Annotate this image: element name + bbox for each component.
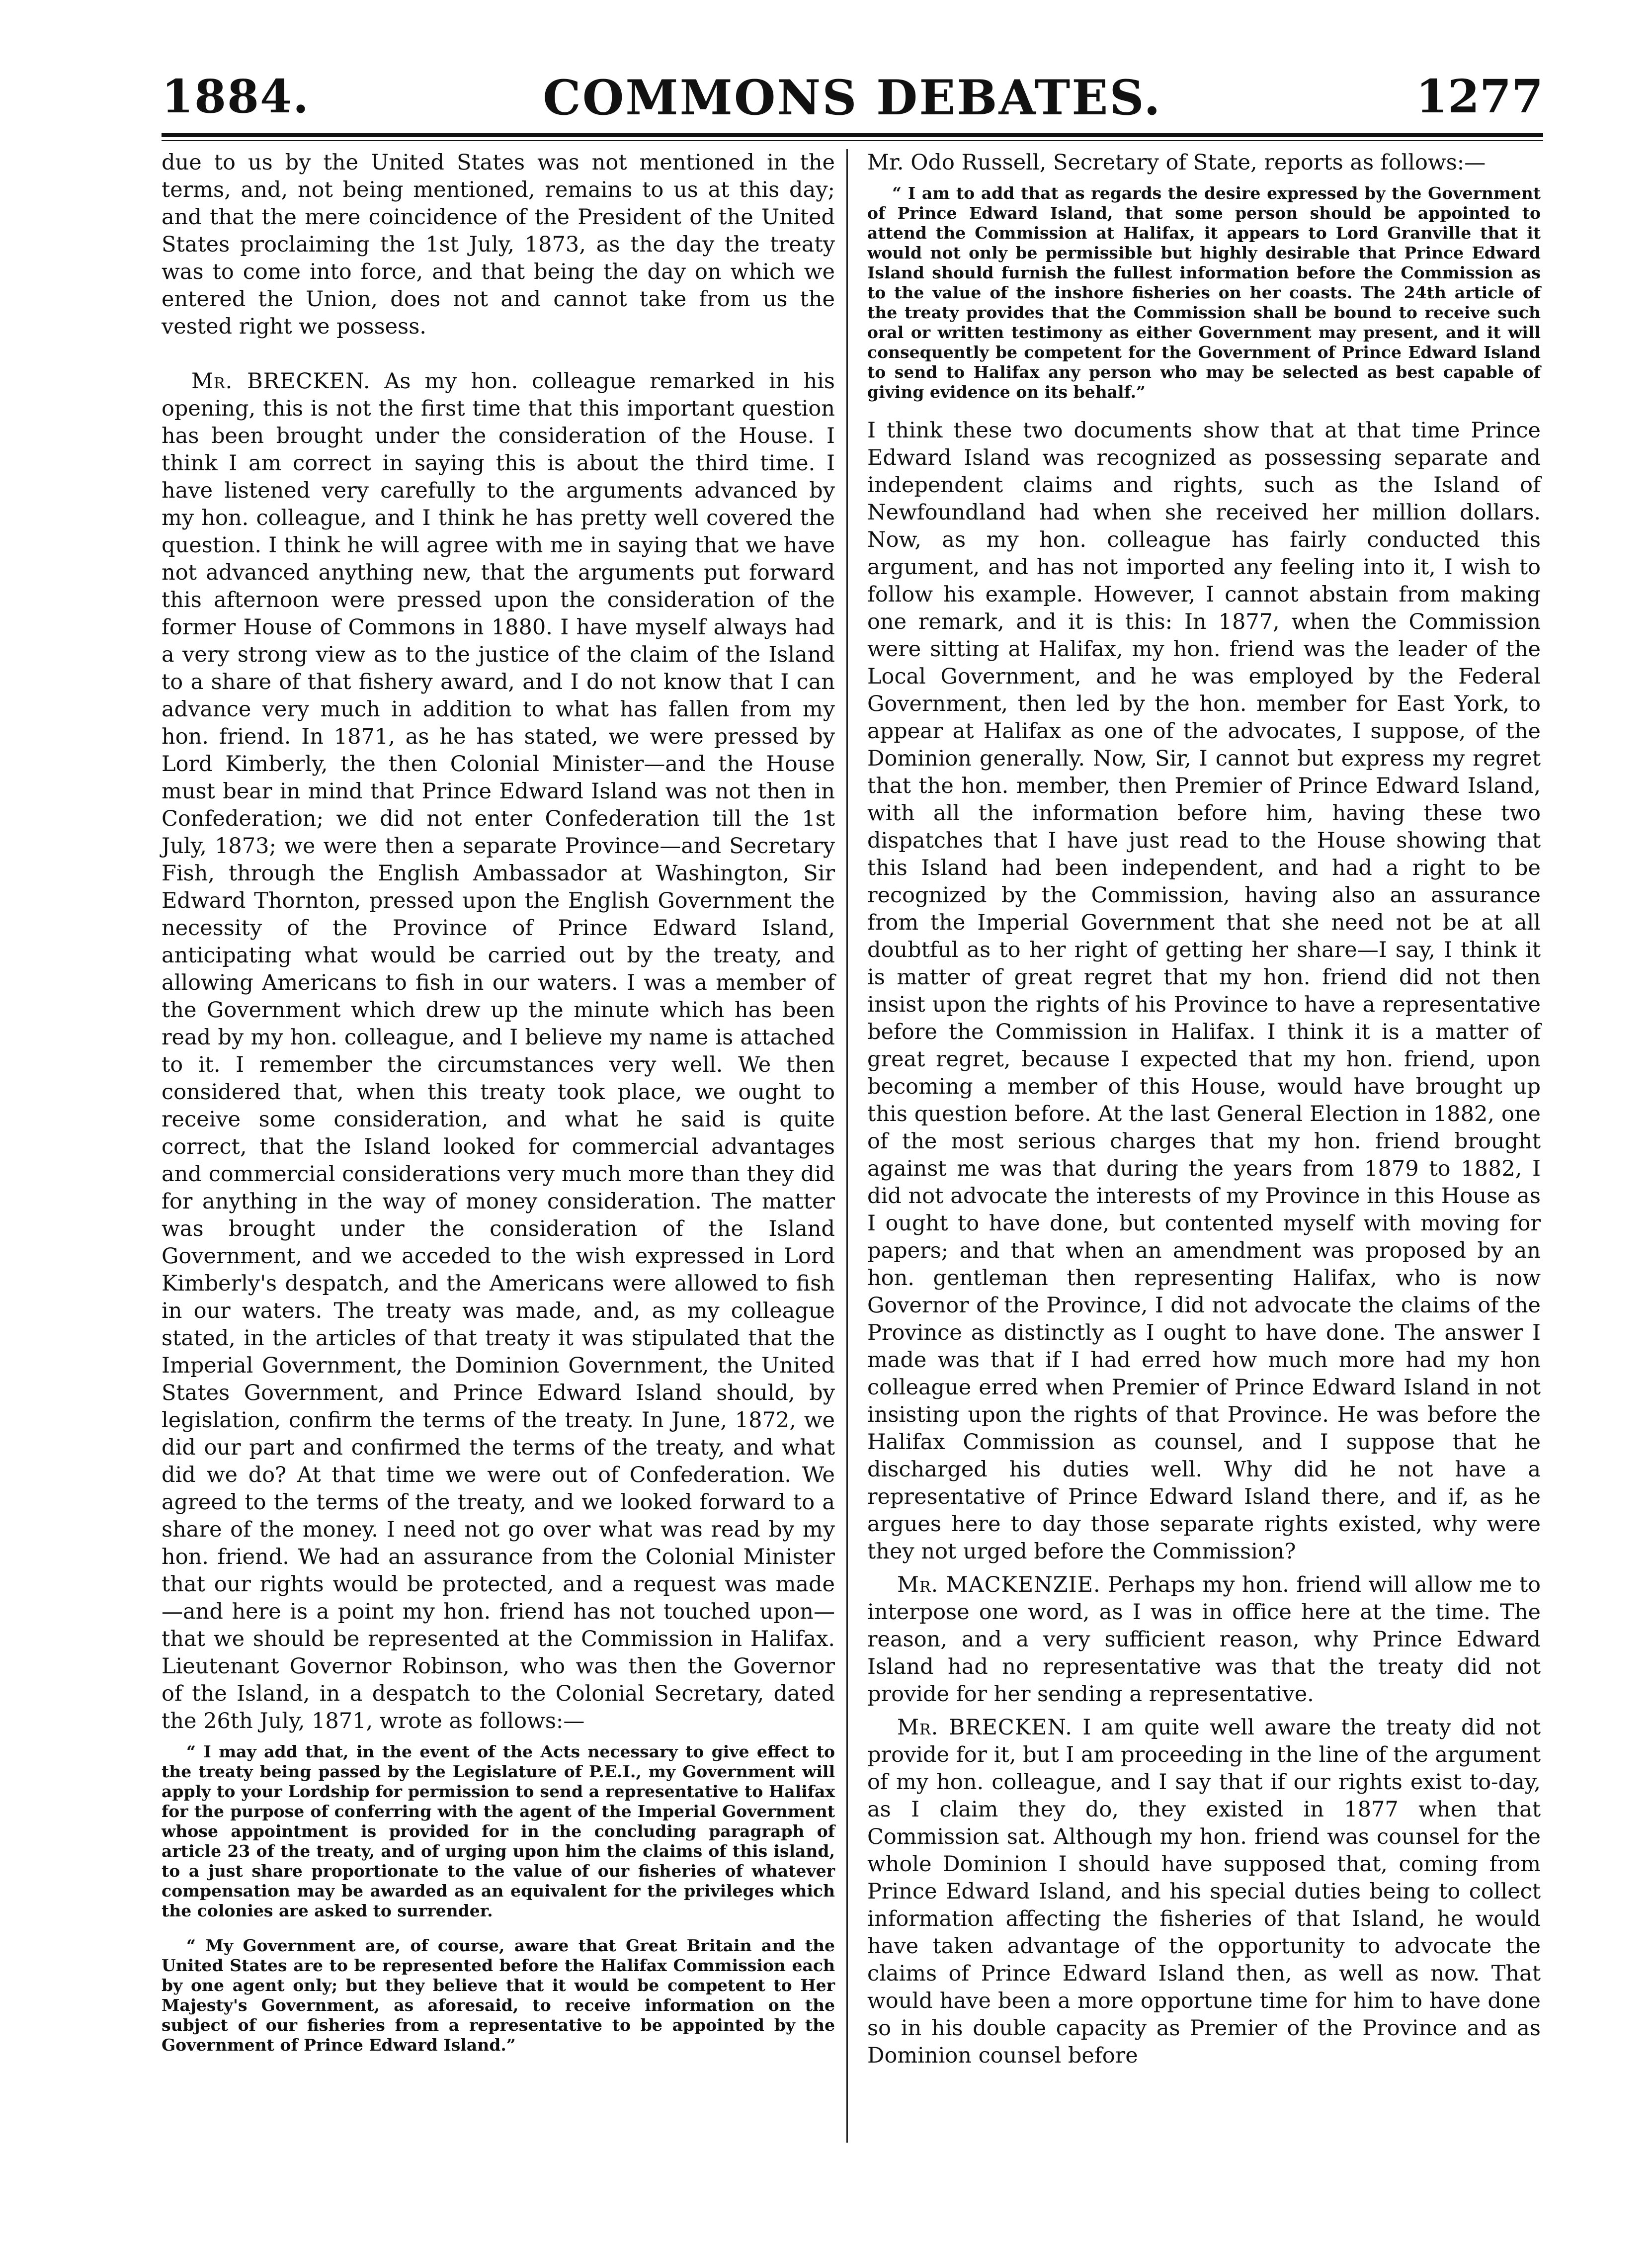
header-page-number: 1277 <box>1415 70 1543 123</box>
speaker-name: Mr. MACKENZIE. <box>897 1572 1101 1597</box>
right-column <box>867 149 1541 2076</box>
speaker-name: Mr. BRECKEN. <box>191 369 371 394</box>
speech-text: I am quite well aware the treaty did not provide for it, but I am proceeding in the line of the argument of my hon. colleague, and I say that if our rights exist to-day, as I claim they do, they existed in 1877 when that Commission sat. Although my hon. friend was counsel for the whole Dominion I should have supposed that, coming from Prince Edward Island, and his special duties being to collect information affecting the fisheries of that Island, he would have taken advantage of the opportunity to advocate the claims of Prince Edward Island then, as well as now. That would have been a more opportune time for him to have done so in his double capacity as Premier of the Province and as Dominion counsel before <box>867 1715 1541 2068</box>
left-paragraph-2 <box>162 368 835 1735</box>
right-paragraph-1: Mr. Odo Russell, Secretary of State, reports as follows:— <box>867 150 1486 175</box>
page-header <box>162 70 1543 129</box>
speech-text: Perhaps my hon. friend will allow me to interpose one word, as I was in office here at the time. The reason, and a very sufficient reason, why Prince Edward Island had no representative was that the treaty did not provide for her sending a representative. <box>867 1572 1541 1707</box>
speech-text: As my hon. colleague remarked in his opening, this is not the first time that this important question has been brought under the consideration of the House. I think I am correct in saying this is about the third time. I have listened very carefully to the arguments advanced by my hon. colleague, and I think he has pretty well covered the question. I think he will agree with me in saying that we have not advanced anything new, that the arguments put forward this afternoon were pressed upon the consideration of the former House of Commons in 1880. I have myself always had a very strong view as to the justice of the claim of the Island to a share of that fishery award, and I do not know that I can advance very much in addition to what has fallen from my hon. friend. In 1871, as he has stated, we were pressed by Lord Kimberly, the then Colonial Minister—and the House must bear in mind that Prince Edward Island was not then in Confederation; we did not enter Confederation till the 1st July, 1873; we were then a separate Province—and Secretary Fish, through the English Ambassador at Washington, Sir Edward Thornton, pressed upon the English Government the necessity of the Province of Prince Edward Island, anticipating what would be carried out by the treaty, and allowing Americans to fish in our waters. I was a member of the Government which drew up the minute which has been read by my hon. colleague, and I believe my name is attached to it. I remember the circumstances very well. We then considered that, when this treaty took place, we ought to receive some consideration, and what he said is quite correct, that the Island looked for commercial advantages and commercial considerations very much more than they did for anything in the way of money consideration. The matter was brought under the consideration of the Island Government, and we acceded to the wish expressed in Lord Kimberly's despatch, and the Americans were allowed to fish in our waters. The treaty was made, and, as my colleague stated, in the articles of that treaty it was stipulated that the Imperial Government, the Dominion Government, the United States Government, and Prince Edward Island should, by legislation, confirm the terms of the treaty. In June, 1872, we did our part and confirmed the terms of the treaty, and what did we do? At that time we were out of Confederation. We agreed to the terms of the treaty, and we looked forward to a share of the money. I need not go over what was read by my hon. friend. We had an assurance from the Colonial Minister that our rights would be protected, and a request was made—and here is a point my hon. friend has not touched upon—that we should be represented at the Commission in Halifax. Lieutenant Governor Robinson, who was then the Governor of the Island, in a despatch to the Colonial Secretary, dated the 26th July, 1871, wrote as follows:— <box>162 369 835 1733</box>
right-paragraph-3 <box>867 1571 1541 1708</box>
right-quote-1: “ I am to add that as regards the desire expressed by the Government of Prince Edward Island, that some person should be appointed to attend the Commission at Halifax, it appears to Lord Granville that it would not only be permissible but highly desirable that Prince Edward Island should furnish the fullest information before the Commission as to the value of the inshore fisheries on her coasts. The 24th article of the treaty provides that the Commission shall be bound to receive such oral or written testimony as either Government may present, and it will consequently be competent for the Government of Prince Edward Island to send to Halifax any person who may be selected as best capable of giving evidence on its behalf.” <box>867 183 1541 402</box>
right-paragraph-2: I think these two documents show that at that time Prince Edward Island was recognized as possessing separate and independent claims and rights, such as the Island of Newfoundland had when she received her million dollars. Now, as my hon. colleague has fairly conducted this argument, and has not imported any feeling into it, I wish to follow his example. However, I cannot abstain from making one remark, and it is this: In 1877, when the Commission were sitting at Halifax, my hon. friend was the leader of the Local Government, and he was employed by the Federal Government, then led by the hon. member for East York, to appear at Halifax as one of the advocates, I suppose, of the Dominion generally. Now, Sir, I cannot but express my regret that the hon. member, then Premier of Prince Edward Island, with all the information before him, having these two dispatches that I have just read to the House showing that this Island had been independent, and had a right to be recognized by the Commission, having also an assurance from the Imperial Government that she need not be at all doubtful as to her right of getting her share—I say, I think it is matter of great regret that my hon. friend did not then insist upon the rights of his Province to have a representative before the Commission in Halifax. I think it is a matter of great regret, because I expected that my hon. friend, upon becoming a member of this House, would have brought up this question before. At the last General Election in 1882, one of the most serious charges that my hon. friend brought against me was that during the years from 1879 to 1882, I did not advocate the interests of my Province in this House as I ought to have done, but contented myself with moving for papers; and that when an amendment was proposed by an hon. gentleman then representing Halifax, who is now Governor of the Province, I did not advocate the claims of the Province as distinctly as I ought to have done. The answer I made was that if I had erred how much more had my hon colleague erred when Premier of Prince Edward Island in not insisting upon the rights of that Province. He was before the Halifax Commission as counsel, and I suppose that he discharged his duties well. Why did he not have a representative of Prince Edward Island there, and if, as he argues here to day those separate rights existed, why were they not urged before the Commission? <box>867 418 1541 1564</box>
column-divider <box>846 149 848 2143</box>
header-title: COMMONS DEBATES. <box>543 70 1162 126</box>
left-column <box>162 149 835 2070</box>
header-year: 1884. <box>162 70 310 123</box>
speaker-name: Mr. BRECKEN. <box>897 1715 1073 1740</box>
left-quote-2: “ My Government are, of course, aware that Great Britain and the United States are to be represented before the Halifax Commission each by one agent only; but they believe that it would be competent to Her Majesty's Government, as aforesaid, to receive information on the subject of our fisheries from a representative to be appointed by the Government of Prince Edward Island.” <box>162 1936 835 2055</box>
left-quote-1: “ I may add that, in the event of the Acts necessary to give effect to the treaty being passed by the Legislature of P.E.I., my Government will apply to your Lordship for permission to send a representative to Halifax for the purpose of conferring with the agent of the Imperial Government whose appointment is provided for in the concluding paragraph of article 23 of the treaty, and of urging upon him the claims of this island, to a just share proportionate to the value of our fisheries of whatever compensation may be awarded as an equivalent for the privileges which the colonies are asked to surrender. <box>162 1742 835 1920</box>
right-paragraph-4 <box>867 1714 1541 2070</box>
left-paragraph-1: due to us by the United States was not mentioned in the terms, and, not being mentioned, remains to us at this day; and that the mere coincidence of the President of the United States proclaiming the 1st July, 1873, as the day the treaty was to come into force, and that being the day on which we entered the Union, does not and cannot take from us the vested right we possess. <box>162 150 835 339</box>
header-rule <box>162 133 1543 141</box>
